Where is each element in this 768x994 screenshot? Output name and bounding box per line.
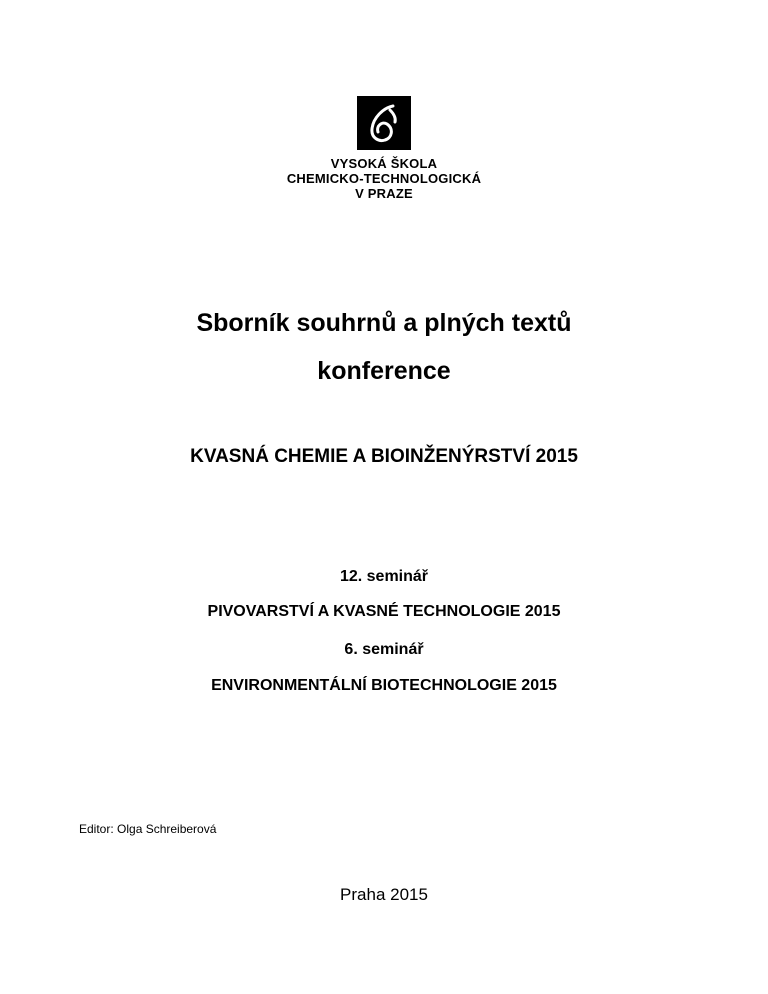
seminar-1-number: 12. seminář [339, 568, 429, 585]
seminar-2-number: 6. seminář [344, 641, 424, 658]
editor-credit: Editor: Olga Schreiberová [79, 822, 217, 836]
vscht-logo-icon [357, 96, 411, 150]
seminar-1-name: PIVOVARSTVÍ A KVASNÉ TECHNOLOGIE 2015 [207, 603, 561, 620]
conference-name: KVASNÁ CHEMIE A BIOINŽENÝRSTVÍ 2015 [190, 446, 578, 467]
institution-name-line-3: V PRAZE [355, 186, 413, 201]
document-title-line-2: konference [317, 357, 451, 385]
institution-name-line-1: VYSOKÁ ŠKOLA [330, 156, 438, 171]
document-title-line-1: Sborník souhrnů a plných textů [196, 309, 572, 337]
institution-name-line-2: CHEMICKO-TECHNOLOGICKÁ [286, 171, 482, 186]
place-and-year: Praha 2015 [340, 885, 428, 904]
seminar-2-name: ENVIRONMENTÁLNÍ BIOTECHNOLOGIE 2015 [211, 677, 557, 694]
